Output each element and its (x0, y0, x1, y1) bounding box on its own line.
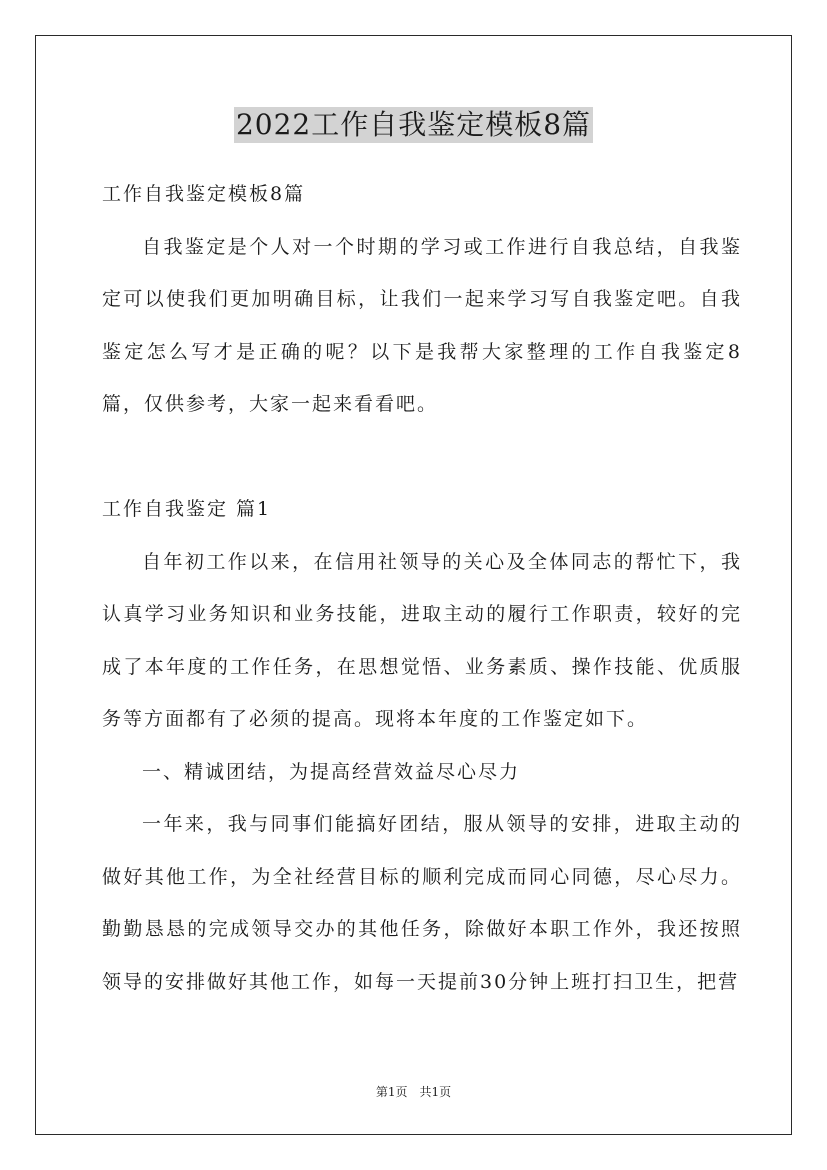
page-number: 第1页 (375, 1085, 408, 1099)
document-body (102, 168, 742, 1008)
document-subtitle: 工作自我鉴定模板8篇 (102, 183, 306, 205)
intro-paragraph: 自我鉴定是个人对一个时期的学习或工作进行自我总结，自我鉴定可以使我们更加明确目标，让我们一起来学习写自我鉴定吧。自我鉴定怎么写才是正确的呢？以下是我帮大家整理的工作自我鉴定8篇，仅供参考，大家一起来看看吧。 (102, 235, 742, 415)
section-heading: 工作自我鉴定 篇1 (102, 498, 272, 520)
document-title (0, 104, 827, 143)
section-paragraph: 自年初工作以来，在信用社领导的关心及全体同志的帮忙下，我认真学习业务知识和业务技能，进取主动的履行工作职责，较好的完成了本年度的工作任务，在思想觉悟、业务素质、操作技能、优质服务等方面都有了必须的提高。现将本年度的工作鉴定如下。 (102, 550, 742, 730)
document-title-text: 2022工作自我鉴定模板8篇 (235, 108, 592, 141)
page-total: 共1页 (419, 1085, 452, 1099)
page-footer (0, 1083, 827, 1100)
section-paragraph: 一年来，我与同事们能搞好团结，服从领导的安排，进取主动的做好其他工作，为全社经营目标的顺利完成而同心同德，尽心尽力。勤勤恳恳的完成领导交办的其他任务，除做好本职工作外，我还按照领导的安排做好其他工作，如每一天提前30分钟上班打扫卫生，把营 (102, 813, 742, 993)
section-subheading: 一、精诚团结，为提高经营效益尽心尽力 (142, 760, 521, 783)
paragraph-spacer (102, 431, 742, 484)
